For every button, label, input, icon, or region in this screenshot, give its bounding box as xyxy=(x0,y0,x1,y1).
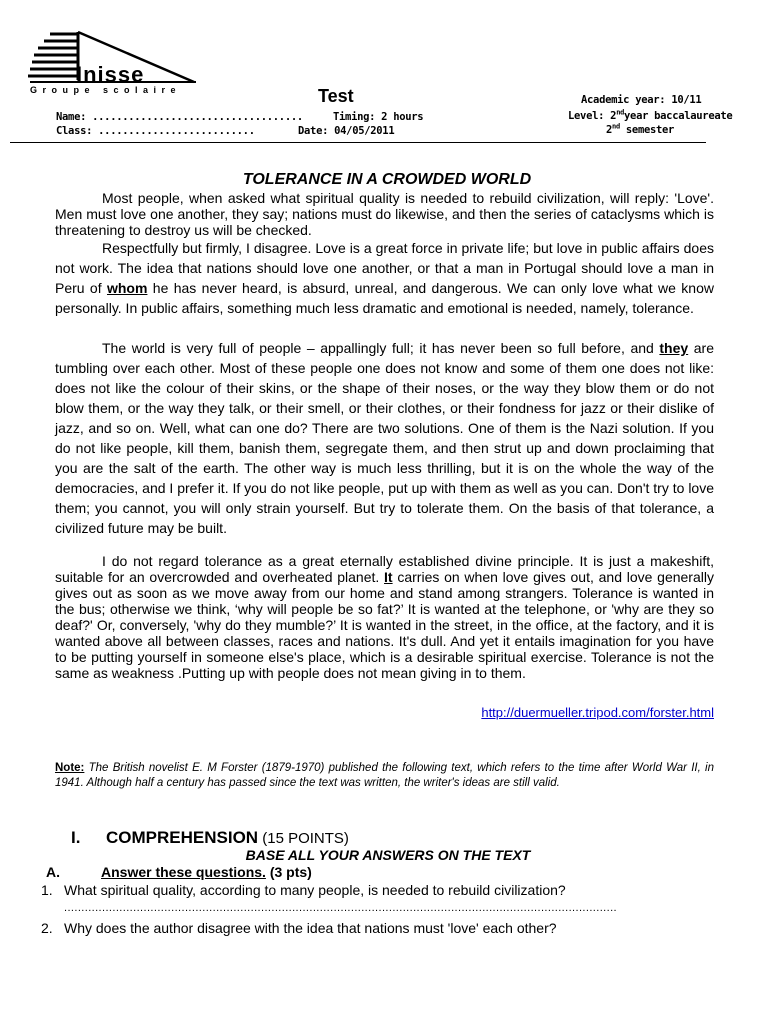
logo-subtitle: Groupe scolaire xyxy=(30,85,182,95)
logo-name: Inisse xyxy=(76,62,145,87)
class-field: Class: .......................... xyxy=(56,125,255,137)
section-instruction: BASE ALL YOUR ANSWERS ON THE TEXT xyxy=(245,847,531,863)
paragraph-2: Respectfully but firmly, I disagree. Love is a great force in private life; but love in public affairs does not work. The idea that nations should love one another, or that a man in Portugal should love a man in Peru of whom he has never heard, is absurd, unreal, and dangerous. We can only love what we know personally. In public affairs, something much less dramatic and emotional is needed, namely, tolerance. xyxy=(55,240,714,316)
passage-title: TOLERANCE IN A CROWDED WORLD xyxy=(242,171,532,188)
semester-label: 2nd semester xyxy=(606,122,675,136)
section-number: I. xyxy=(71,828,81,847)
level-label: Level: 2ndyear baccalaureate xyxy=(568,108,733,122)
part-letter: A. xyxy=(46,864,60,880)
answer-line[interactable]: ................................................................................................................................................................ xyxy=(64,902,617,914)
paragraph-1: Most people, when asked what spiritual quality is needed to rebuild civilization, will reply: 'Love'. Men must love one another, they say; nations must do likewise, and then the series of cataclysms which is threatening to destroy us will be checked. xyxy=(55,190,714,238)
timing-label: Timing: 2 hours xyxy=(333,111,424,123)
source-link[interactable]: http://duermueller.tripod.com/forster.html xyxy=(481,705,714,720)
part-title: Answer these questions. (3 pts) xyxy=(101,864,312,880)
paragraph-4: I do not regard tolerance as a great eternally established divine principle. It is just a makeshift, suitable for an overcrowded and overheated planet. It carries on when love gives out, and love generally gives out as soon as we move away from our home and stand among strangers. Tolerance is wanted in the bus; otherwise we think, ‘why will people be so fat?’ It is wanted at the telephone, or 'why are they so deaf?' Or, conversely, 'why do they mumble?’ It is wanted in the street, in the office, at the factory, and it is wanted above all between classes, races and nations. It's dull. And yet it entails imagination for you have to be putting yourself in someone else's place, which is a desirable spiritual exercise. Tolerance is not the same as weakness .Putting up with people does not mean giving in to them. xyxy=(55,553,714,681)
question-2: 2. Why does the author disagree with the idea that nations must 'love' each other? xyxy=(41,920,557,936)
date-label: Date: 04/05/2011 xyxy=(298,125,395,137)
test-title: Test xyxy=(318,86,354,106)
name-field: Name: ................................... xyxy=(56,111,303,123)
underlined-word-it: It xyxy=(384,569,393,585)
underlined-word-they: they xyxy=(659,340,689,356)
underlined-word-whom: whom xyxy=(106,280,148,296)
note-label: Note: xyxy=(55,762,85,774)
note: Note: The British novelist E. M Forster (1879-1970) published the following text, which refers to the time after World War II, in 1941. Although half a century has passed since the text was written, the writer's ideas are still valid. xyxy=(55,762,714,789)
paragraph-3: The world is very full of people – appallingly full; it has never been so full before, and they are tumbling over each other. Most of these people one does not know and some of them one does not like: does not like the colour of their skins, or the shape of their noses, or the way they blow them or do not blow them, or the way they talk, or their smell, or their clothes, or their fondness for jazz or their dislike of jazz, and so on. Well, what can one do? There are two solutions. One of them is the Nazi solution. If you do not like people, kill them, banish them, segregate them, and then strut up and down proclaiming that you are the salt of the earth. The other way is much less thrilling, but it is on the whole the way of the democracies, and I prefer it. If you do not like people, put up with them as well as you can. Don't try to love them; you cannot, you will only strain yourself. But try to tolerate them. On the basis of that tolerance, a civilized future may be built. xyxy=(55,340,715,536)
section-title: COMPREHENSION (15 POINTS) xyxy=(106,828,349,847)
question-1: 1. What spiritual quality, according to many people, is needed to rebuild civilization? xyxy=(41,882,566,898)
header-divider xyxy=(10,142,706,143)
academic-year-label: Academic year: 10/11 xyxy=(581,94,702,106)
